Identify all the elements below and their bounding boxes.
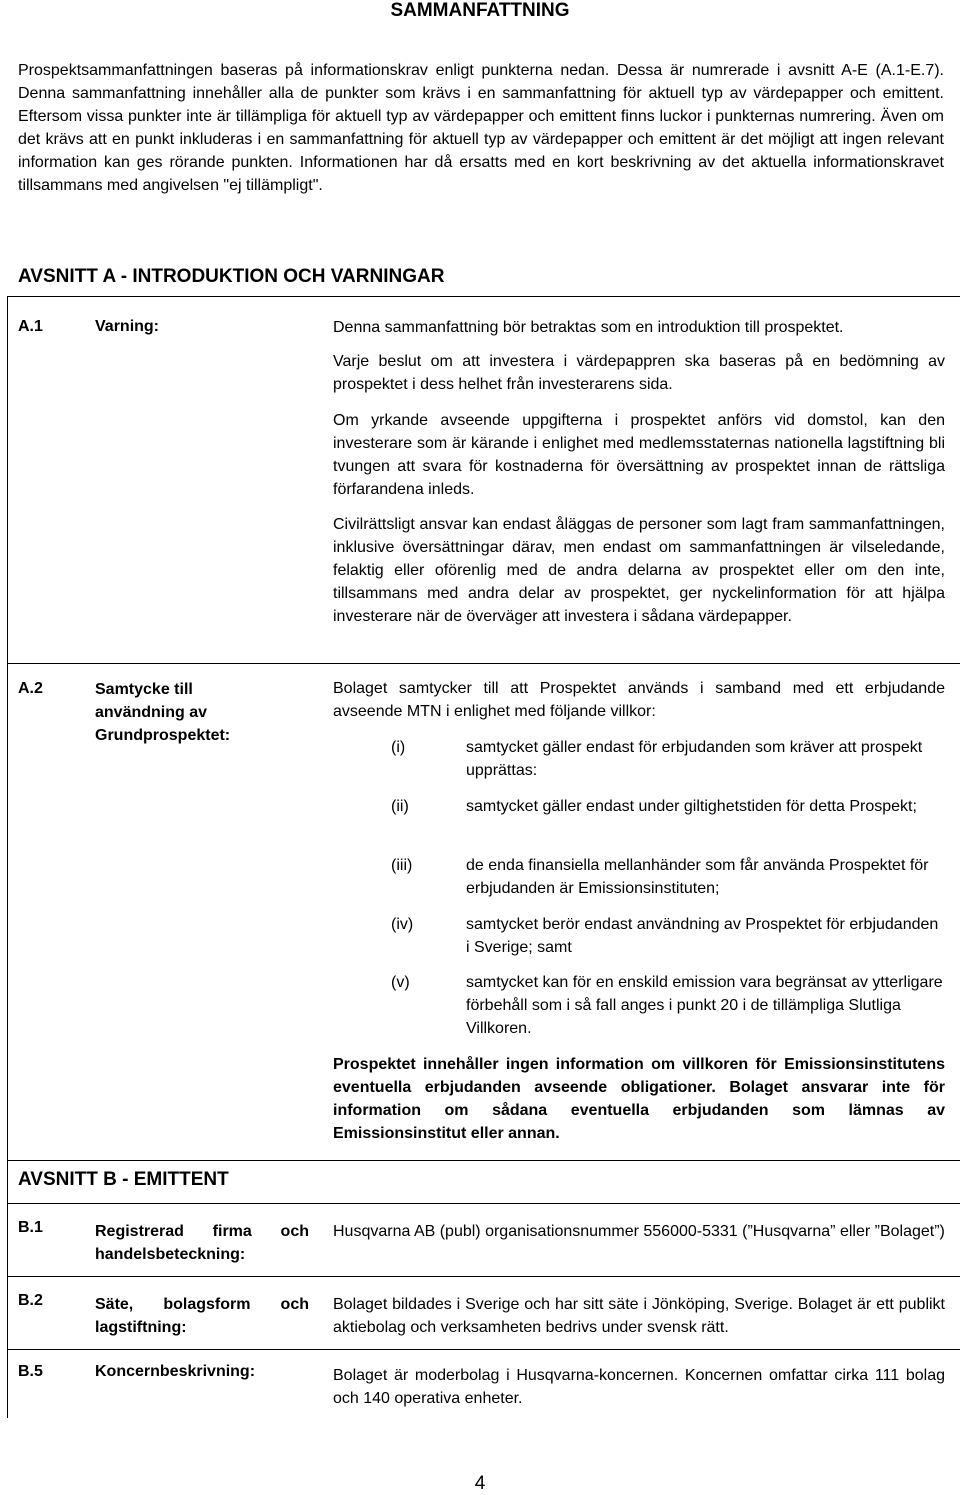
section-b-heading: AVSNITT B - EMITTENT [18, 1169, 229, 1190]
a2-item-text: samtycket gäller endast under giltighetstiden för detta Prospekt; [466, 798, 917, 815]
a2-item-num: (ii) [391, 798, 409, 815]
a1-paragraph-1: Denna sammanfattning bör betraktas som en introduktion till prospektet. [333, 319, 844, 336]
b1-label: Registrerad firma och handelsbeteckning: [95, 1223, 309, 1263]
a2-item-text: samtycket gäller endast för erbjudanden som kräver att prospekt upprättas: [466, 739, 923, 779]
section-a-heading: AVSNITT A - INTRODUKTION OCH VARNINGAR [18, 266, 445, 287]
a2-item-text: samtycket berör endast användning av Prospektet för erbjudanden i Sverige; samt [466, 916, 939, 956]
section-b-heading-rule [7, 1203, 960, 1204]
b2-b5-divider [7, 1349, 960, 1350]
a2-code: A.2 [18, 680, 43, 697]
a1-code: A.1 [18, 318, 43, 335]
a2-closing-statement: Prospektet innehåller ingen information om villkoren för Emissionsinstitutens eventuella erbjudanden avseende obligationer. Bolaget ansvarar inte för information om sådana eventuella erbjudanden som lämnas av Emissionsinstitut eller annan. [333, 1056, 945, 1142]
b5-code: B.5 [18, 1363, 43, 1380]
b5-text: Bolaget är moderbolag i Husqvarna-koncernen. Koncernen omfattar cirka 111 bolag och 140 operativa enheter. [333, 1367, 945, 1407]
a2-item-text: samtycket kan för en enskild emission vara begränsat av ytterligare förbehåll som i så fall anges i punkt 20 i de tillämpliga Slutliga Villkoren. [466, 974, 943, 1037]
intro-paragraph: Prospektsammanfattningen baseras på informationskrav enligt punkterna nedan. Dessa är numrerade i avsnitt A-E (A.1-E.7). Denna sammanfattning innehåller alla de punkter som krävs i en sammanfattning för aktuell typ av värdepapper och emittent. Eftersom vissa punkter inte är tillämpliga för aktuell typ av värdepapper och emittent finns luckor i punkternas numrering. Även om det krävs att en punkt inkluderas i en sammanfattning för aktuell typ av värdepapper och emittent är det möjligt att ingen relevant information kan ges rörande punkten. Informationen har då ersatts med en kort beskrivning av det aktuella informationskravet tillsammans med angivelsen "ej tillämpligt". [18, 62, 944, 194]
b5-label: Koncernbeskrivning: [95, 1363, 256, 1380]
b1-code: B.1 [18, 1219, 43, 1236]
b1-b2-divider [7, 1276, 960, 1277]
a2-item-num: (iv) [391, 916, 414, 933]
page-title: SAMMANFATTNING [390, 0, 570, 21]
a1-a2-divider [7, 663, 960, 664]
b2-text: Bolaget bildades i Sverige och har sitt säte i Jönköping, Sverige. Bolaget är ett publikt aktiebolag och verksamheten bedrivs under svensk rätt. [333, 1296, 945, 1336]
a1-paragraph-2: Varje beslut om att investera i värdepappren ska baseras på en bedömning av prospektet i dess helhet från investerarens sida. [333, 353, 945, 393]
a1-label: Varning: [95, 318, 160, 335]
a2-item-num: (iii) [391, 857, 413, 874]
page-number: 4 [474, 1473, 486, 1494]
b2-label: Säte, bolagsform och lagstiftning: [95, 1296, 309, 1336]
a2-lead: Bolaget samtycker till att Prospektet används i samband med ett erbjudande avseende MTN i enlighet med följande villkor: [333, 680, 945, 720]
section-b-top-rule [7, 1160, 960, 1161]
section-a-top-rule [7, 296, 960, 297]
b1-text: Husqvarna AB (publ) organisationsnummer 556000-5331 (”Husqvarna” eller ”Bolaget”) [333, 1223, 945, 1240]
a2-item-text: de enda finansiella mellanhänder som får använda Prospektet för erbjudanden är Emissionsinstituten; [466, 857, 929, 897]
left-border-rule [7, 296, 8, 1418]
a2-label: Samtycke till användning av Grundprospektet: [95, 681, 231, 744]
a2-item-num: (v) [391, 974, 410, 991]
a1-paragraph-3: Om yrkande avseende uppgifterna i prospektet anförs vid domstol, kan den investerare som är kärande i enlighet med medlemsstaternas nationella lagstiftning bli tvungen att svara för kostnaderna för översättning av prospektet innan de rättsliga förfarandena inleds. [333, 412, 945, 498]
a1-paragraph-4: Civilrättsligt ansvar kan endast åläggas de personer som lagt fram sammanfattningen, inklusive översättningar därav, men endast om sammanfattningen är vilseledande, felaktig eller oförenlig med de andra delarna av prospektet eller om den inte, tillsammans med andra delar av prospektet, ger nyckelinformation för att hjälpa investerare när de överväger att investera i sådana värdepapper. [333, 516, 945, 625]
a2-item-num: (i) [391, 739, 406, 756]
b2-code: B.2 [18, 1292, 43, 1309]
